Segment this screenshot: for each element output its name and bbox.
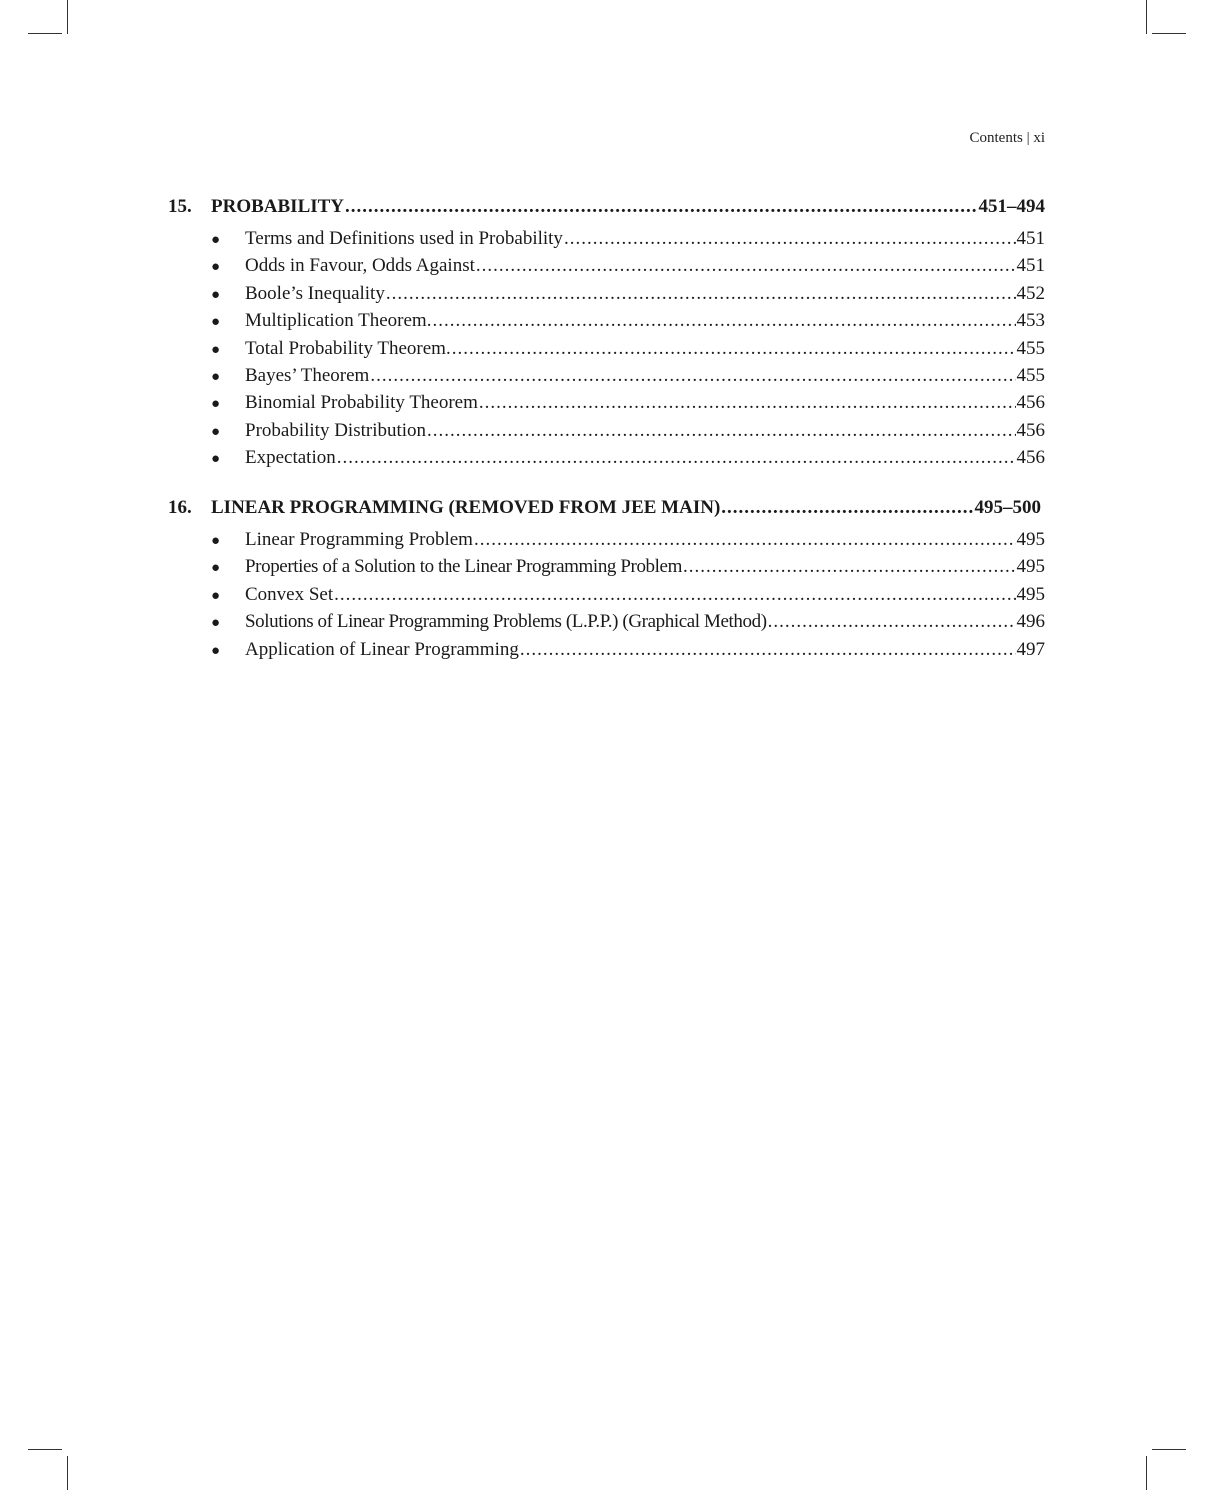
- entry-label: Linear Programming Problem: [245, 529, 473, 550]
- chapter-number: 15.: [168, 196, 192, 217]
- chapter-page-range: 451–494: [978, 196, 1045, 217]
- chapter-page-range: 495–500: [974, 497, 1041, 518]
- toc-entry[interactable]: [168, 335, 1045, 362]
- entry-page: 495: [1016, 556, 1045, 578]
- bullet-icon: ●: [211, 259, 221, 276]
- dot-leader: [474, 526, 1016, 553]
- entry-page: 451: [1016, 255, 1045, 277]
- toc-chapter-16: [168, 494, 1045, 663]
- crop-mark: [67, 0, 68, 34]
- crop-mark: [1146, 1456, 1147, 1490]
- entry-page: 452: [1016, 282, 1045, 304]
- entry-label: Probability Distribution: [245, 419, 427, 441]
- dot-leader: [345, 193, 977, 221]
- entry-label: Multiplication Theorem.: [245, 310, 432, 332]
- crop-mark: [28, 1449, 62, 1450]
- entry-label: Properties of a Solution to the Linear Programming Problem: [245, 556, 682, 578]
- toc-entry[interactable]: [168, 362, 1045, 389]
- toc-entry[interactable]: [168, 444, 1045, 471]
- toc-entry[interactable]: [168, 553, 1045, 580]
- crop-mark: [1152, 33, 1186, 34]
- entry-label: Odds in Favour, Odds Against: [245, 255, 475, 277]
- bullet-icon: ●: [211, 314, 221, 331]
- toc-chapter-15: [168, 193, 1045, 472]
- chapter-heading[interactable]: [168, 193, 1045, 221]
- entry-label: Total Probability Theorem.: [245, 337, 451, 359]
- toc-entry[interactable]: [168, 581, 1045, 608]
- bullet-icon: ●: [211, 451, 221, 468]
- entry-page: 495: [1016, 529, 1045, 550]
- dot-leader: [432, 307, 1015, 334]
- bullet-icon: ●: [211, 341, 221, 358]
- bullet-icon: ●: [211, 232, 221, 248]
- entry-label: Convex Set: [245, 583, 334, 605]
- toc-entry[interactable]: [168, 636, 1045, 663]
- dot-leader: [427, 417, 1015, 444]
- dot-leader: [768, 608, 1016, 635]
- entry-label: Expectation: [245, 447, 336, 469]
- dot-leader: [370, 362, 1015, 389]
- entry-page: 456: [1016, 419, 1045, 441]
- bullet-icon: ●: [211, 560, 221, 577]
- toc-entry[interactable]: [168, 225, 1045, 252]
- crop-mark: [28, 33, 62, 34]
- dot-leader: [479, 389, 1016, 416]
- entry-page: 495: [1016, 583, 1045, 605]
- entry-page: 456: [1016, 447, 1045, 469]
- bullet-icon: ●: [211, 642, 221, 659]
- entry-label: Boole’s Inequality: [245, 282, 385, 304]
- dot-leader: [476, 252, 1016, 279]
- crop-mark: [1152, 1449, 1186, 1450]
- bullet-icon: ●: [211, 533, 221, 549]
- entry-label: Terms and Definitions used in Probability: [245, 228, 563, 249]
- dot-leader: [337, 444, 1016, 471]
- toc-entry[interactable]: [168, 307, 1045, 334]
- entry-page: 496: [1016, 611, 1045, 633]
- toc-entry[interactable]: [168, 526, 1045, 553]
- chapter-heading[interactable]: [168, 494, 1045, 522]
- bullet-icon: ●: [211, 587, 221, 604]
- toc-entry[interactable]: [168, 389, 1045, 416]
- entry-label: Binomial Probability Theorem: [245, 392, 478, 414]
- dot-leader: [386, 280, 1016, 307]
- entry-page: 451: [1016, 228, 1045, 249]
- dot-leader: [452, 335, 1016, 362]
- dot-leader: [564, 225, 1016, 252]
- toc-entry[interactable]: [168, 252, 1045, 279]
- chapter-title: PROBABILITY: [211, 196, 345, 217]
- bullet-icon: ●: [211, 368, 221, 385]
- entry-label: Solutions of Linear Programming Problems (L.P.P.) (Graphical Method): [245, 611, 767, 633]
- bullet-icon: ●: [211, 423, 221, 440]
- dot-leader: [334, 581, 1015, 608]
- entry-page: 455: [1016, 337, 1045, 359]
- chapter-title: LINEAR PROGRAMMING (REMOVED FROM JEE MAIN): [211, 497, 721, 518]
- bullet-icon: ●: [211, 286, 221, 303]
- dot-leader: [520, 636, 1016, 663]
- entry-label: Bayes’ Theorem: [245, 364, 370, 386]
- entry-page: 497: [1016, 638, 1045, 660]
- entry-page: 455: [1016, 364, 1045, 386]
- crop-mark: [67, 1456, 68, 1490]
- bullet-icon: ●: [211, 396, 221, 413]
- running-head: Contents | xi: [969, 130, 1045, 146]
- toc-entry[interactable]: [168, 417, 1045, 444]
- entry-page: 456: [1016, 392, 1045, 414]
- dot-leader: [683, 553, 1016, 580]
- entry-page: 453: [1016, 310, 1045, 332]
- crop-mark: [1146, 0, 1147, 34]
- chapter-number: 16.: [168, 497, 192, 518]
- bullet-icon: ●: [211, 615, 221, 632]
- dot-leader: [721, 494, 973, 522]
- toc-entry[interactable]: [168, 280, 1045, 307]
- entry-label: Application of Linear Programming: [245, 638, 519, 660]
- toc-entry[interactable]: [168, 608, 1045, 635]
